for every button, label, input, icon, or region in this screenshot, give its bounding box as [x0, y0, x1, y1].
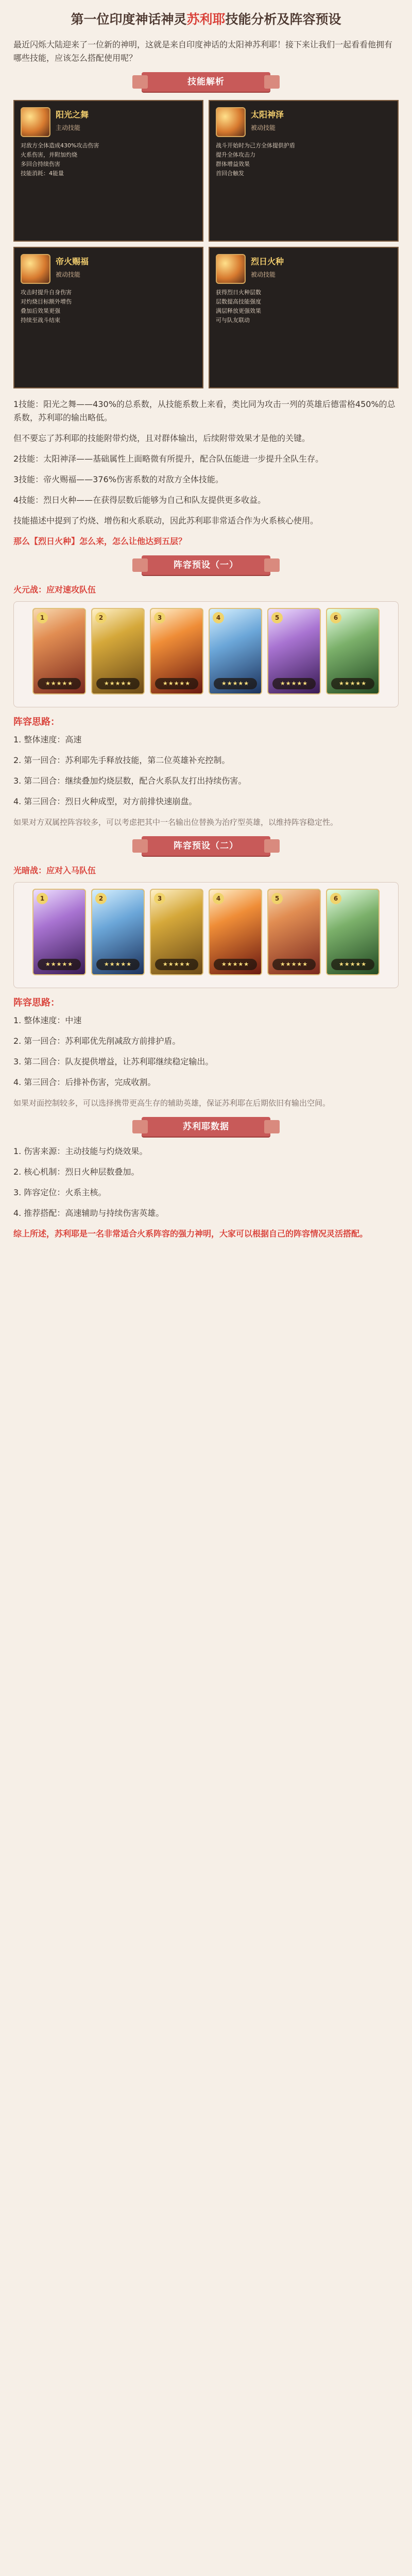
hero-row	[20, 889, 392, 975]
skill-line: 持续至战斗结束	[21, 317, 60, 324]
hero-rank-badge: 2	[95, 893, 107, 904]
skill-card-header	[21, 107, 196, 137]
team-panel-1	[13, 601, 399, 707]
skill-lines	[216, 288, 391, 325]
hero-rank-badge: 6	[330, 612, 341, 623]
title-highlight: 苏利耶	[186, 12, 226, 27]
skill-tag: 被动技能	[56, 271, 81, 278]
hero-stars: ★★★★★	[38, 678, 81, 689]
skill-line: 满层释放更强效果	[216, 308, 261, 314]
team-description-title-1: 阵容思路：	[13, 717, 60, 727]
hero-rank-badge: 4	[213, 612, 224, 623]
team-point: 4. 第三回合：后排补伤害，完成收割。	[13, 1077, 156, 1087]
analysis-paragraph: 3技能：帝火赐福——376%伤害系数的对敌方全体技能。	[13, 474, 224, 484]
hero-card	[150, 889, 203, 975]
skill-lines	[216, 141, 391, 178]
analysis-paragraph: 1技能：阳光之舞——430%的总系数，从技能系数上来看，类比同为攻击一列的英雄后德雷格450%的总系数，苏利耶的输出略低。	[13, 399, 396, 422]
skill-line: 攻击时提升自身伤害	[21, 289, 72, 296]
skill-name: 太阳神泽	[251, 110, 284, 120]
hero-rank-badge: 1	[37, 612, 48, 623]
team-point: 4. 第三回合：烈日火种成型，对方前排快速崩盘。	[13, 796, 197, 806]
title-prefix: 第一位印度神话神灵	[71, 12, 187, 27]
hero-rank-badge: 3	[154, 893, 165, 904]
skill-heading-group	[56, 107, 89, 132]
hero-stars: ★★★★★	[38, 959, 81, 970]
skill-line: 火系伤害，并附加灼烧	[21, 151, 77, 158]
team-panel-2	[13, 882, 399, 988]
data-point: 1. 伤害来源：主动技能与灼烧效果。	[13, 1146, 148, 1156]
hero-row	[20, 608, 392, 694]
analysis-paragraph: 技能描述中提到了灼烧、增伤和火系联动，因此苏利耶非常适合作为火系核心使用。	[13, 516, 319, 526]
skill-tag: 被动技能	[251, 124, 276, 131]
skill-name: 阳光之舞	[56, 110, 89, 120]
hero-rank-badge: 4	[213, 893, 224, 904]
highlight-question: 那么【烈日火种】怎么来，怎么让他达到五层？	[13, 536, 187, 546]
page-title	[13, 10, 399, 29]
team-extra-note: 如果对面控制较多，可以选择携带更高生存的辅助英雄，保证苏利耶在后期依旧有输出空间。	[13, 1098, 331, 1108]
section-title-data: 苏利耶数据	[183, 1122, 229, 1132]
skill-heading-group	[56, 254, 89, 279]
hero-card	[209, 889, 262, 975]
skill-icon	[21, 254, 50, 284]
skill-icon	[21, 107, 50, 137]
data-point: 3. 阵容定位：火系主核。	[13, 1188, 107, 1197]
hero-rank-badge: 5	[271, 893, 283, 904]
intro-paragraph: 最近闪烁大陆迎来了一位新的神明，这就是来自印度神话的太阳神苏利耶！接下来让我们一起看看他拥有哪些技能，应该怎么搭配使用呢？	[13, 40, 393, 63]
hero-rank-badge: 1	[37, 893, 48, 904]
skill-line: 层数提高技能强度	[216, 298, 261, 305]
hero-card	[209, 608, 262, 694]
skill-card-header	[216, 254, 391, 284]
analysis-paragraph: 但不要忘了苏利耶的技能附带灼烧，且对群体输出，后续附带效果才是他的关键。	[13, 433, 311, 443]
skill-card-header	[216, 107, 391, 137]
data-point: 2. 核心机制：烈日火种层数叠加。	[13, 1167, 140, 1177]
hero-stars: ★★★★★	[272, 959, 316, 970]
team-point: 3. 第二回合：队友提供增益，让苏利耶继续稳定输出。	[13, 1057, 214, 1066]
hero-stars: ★★★★★	[214, 678, 257, 689]
hero-card	[150, 608, 203, 694]
data-point: 4. 推荐搭配：高速辅助与持续伤害英雄。	[13, 1208, 164, 1218]
skill-line: 叠加后效果更强	[21, 308, 60, 314]
hero-stars: ★★★★★	[331, 959, 374, 970]
skill-line: 对灼烧目标额外增伤	[21, 298, 72, 305]
skill-line: 获得烈日火种层数	[216, 289, 261, 296]
skill-line: 可与队友联动	[216, 317, 250, 324]
section-title-skills: 技能解析	[187, 77, 225, 87]
footer-spacer	[13, 1248, 399, 1268]
hero-stars: ★★★★★	[155, 959, 198, 970]
analysis-paragraph: 4技能：烈日火种——在获得层数后能够为自己和队友提供更多收益。	[13, 495, 266, 505]
skill-name: 烈日火种	[251, 257, 284, 266]
hero-card	[91, 608, 145, 694]
hero-rank-badge: 2	[95, 612, 107, 623]
skill-card-header	[21, 254, 196, 284]
team-point: 2. 第一回合：苏利耶优先削减敌方前排护盾。	[13, 1036, 181, 1046]
hero-rank-badge: 6	[330, 893, 341, 904]
skill-card-1	[13, 100, 203, 242]
closing-paragraph: 综上所述，苏利耶是一名非常适合火系阵容的强力神明，大家可以根据自己的阵容情况灵活搭配。	[13, 1229, 368, 1239]
skill-card-4	[209, 247, 399, 388]
skill-line: 技能消耗：4能量	[21, 170, 64, 177]
section-banner-team-2	[142, 836, 270, 856]
skill-card-2	[209, 100, 399, 242]
hero-stars: ★★★★★	[155, 678, 198, 689]
skill-line: 首回合触发	[216, 170, 244, 177]
section-banner-skills	[142, 72, 270, 92]
section-title-team-1: 阵容预设（一）	[174, 560, 238, 570]
skill-tag: 主动技能	[56, 124, 81, 131]
skills-image	[13, 100, 399, 388]
team-point: 1. 整体速度：中速	[13, 1015, 82, 1025]
team-extra-note: 如果对方双属控阵容较多，可以考虑把其中一名输出位替换为治疗型英雄，以维持阵容稳定性。	[13, 818, 338, 827]
hero-card	[32, 889, 86, 975]
section-banner-data	[142, 1117, 270, 1137]
hero-card	[32, 608, 86, 694]
hero-stars: ★★★★★	[214, 959, 257, 970]
skill-heading-group	[251, 107, 284, 132]
skill-name: 帝火赐福	[56, 257, 89, 266]
skill-lines	[21, 141, 196, 178]
analysis-paragraph: 2技能：太阳神泽——基础属性上面略微有所提升，配合队伍能进一步提升全队生存。	[13, 454, 324, 464]
skill-icon	[216, 254, 246, 284]
hero-card	[326, 608, 380, 694]
section-banner-team-1	[142, 555, 270, 575]
skill-line: 战斗开始时为己方全体提供护盾	[216, 142, 295, 149]
hero-stars: ★★★★★	[331, 678, 374, 689]
hero-stars: ★★★★★	[272, 678, 316, 689]
team-point: 2. 第一回合：苏利耶先手释放技能，第二位英雄补充控制。	[13, 755, 230, 765]
skill-tag: 被动技能	[251, 271, 276, 278]
hero-card	[267, 608, 321, 694]
skill-heading-group	[251, 254, 284, 279]
team-title-1: 火元战：应对速攻队伍	[13, 585, 96, 595]
skill-icon	[216, 107, 246, 137]
skill-line: 提升全体攻击力	[216, 151, 255, 158]
team-point: 3. 第二回合：继续叠加灼烧层数，配合火系队友打出持续伤害。	[13, 776, 247, 786]
hero-stars: ★★★★★	[96, 959, 140, 970]
hero-rank-badge: 5	[271, 612, 283, 623]
hero-card	[91, 889, 145, 975]
team-title-2: 光暗战：应对入马队伍	[13, 866, 96, 875]
title-suffix: 技能分析及阵容预设	[225, 12, 341, 27]
team-description-title-2: 阵容思路：	[13, 997, 60, 1008]
hero-rank-badge: 3	[154, 612, 165, 623]
team-point: 1. 整体速度：高速	[13, 735, 82, 744]
hero-stars: ★★★★★	[96, 678, 140, 689]
skill-line: 多回合持续伤害	[21, 161, 60, 167]
skill-lines	[21, 288, 196, 325]
skill-card-3	[13, 247, 203, 388]
hero-card	[267, 889, 321, 975]
skill-line: 群体增益效果	[216, 161, 250, 167]
hero-card	[326, 889, 380, 975]
skill-line: 对敌方全体造成430%攻击伤害	[21, 142, 99, 149]
section-title-team-2: 阵容预设（二）	[174, 841, 238, 851]
